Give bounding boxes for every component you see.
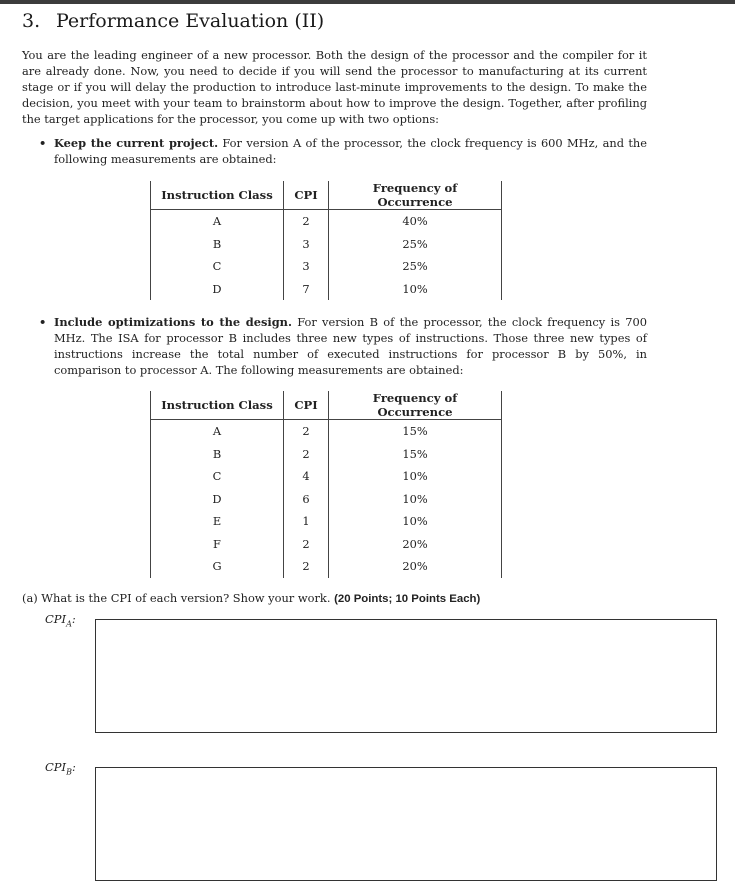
table-row <box>151 443 502 466</box>
cell-frequency: 10% <box>329 465 502 488</box>
option-b-bullet <box>39 314 647 378</box>
header-cpi: CPI <box>284 181 329 210</box>
cell-class: G <box>151 555 284 578</box>
cpi-a-label: $CPI_A$: <box>45 612 76 629</box>
cell-frequency: 25% <box>329 255 502 278</box>
option-a-bullet <box>39 135 647 167</box>
cell-frequency: 20% <box>329 533 502 556</box>
cell-class: D <box>151 278 284 301</box>
cpi-b-label: $CPI_B$: <box>45 760 76 777</box>
cell-class: B <box>151 233 284 256</box>
table-version-b <box>150 391 502 578</box>
cell-cpi: 2 <box>284 210 329 233</box>
option-a-body: For version A of the processor, the clock frequency is 600 MHz, and the following measurements are obtained: <box>54 136 647 166</box>
option-b-text <box>54 314 647 378</box>
header-cpi: CPI <box>284 391 329 420</box>
cpi-a-label-text: CPI <box>45 612 67 626</box>
cell-cpi: 2 <box>284 443 329 466</box>
header-frequency: Frequency of Occurrence <box>329 181 502 210</box>
cpi-b-label-text: CPI <box>45 760 67 774</box>
table-row <box>151 278 502 301</box>
cell-cpi: 3 <box>284 233 329 256</box>
option-a-lead: Keep the current project. <box>54 136 219 150</box>
table-header-row <box>151 181 502 210</box>
cell-class: A <box>151 210 284 233</box>
cell-class: B <box>151 443 284 466</box>
table-row <box>151 488 502 511</box>
section-heading <box>22 10 324 32</box>
cell-frequency: 15% <box>329 443 502 466</box>
cell-frequency: 20% <box>329 555 502 578</box>
header-instruction-class: Instruction Class <box>151 181 284 210</box>
option-b-lead: Include optimizations to the design. <box>54 315 292 329</box>
table-row <box>151 233 502 256</box>
cell-frequency: 10% <box>329 278 502 301</box>
cell-frequency: 15% <box>329 420 502 443</box>
header-frequency: Frequency of Occurrence <box>329 391 502 420</box>
cell-frequency: 10% <box>329 510 502 533</box>
cell-class: C <box>151 255 284 278</box>
cpi-a-answer-box[interactable] <box>95 619 717 733</box>
cell-class: A <box>151 420 284 443</box>
bullet-dot: • <box>39 136 47 150</box>
top-rule <box>0 0 735 4</box>
question-a-text: (a) What is the CPI of each version? Show your work. <box>22 591 335 605</box>
cell-cpi: 2 <box>284 420 329 443</box>
cell-cpi: 4 <box>284 465 329 488</box>
table-header-row <box>151 391 502 420</box>
cell-frequency: 40% <box>329 210 502 233</box>
table-row <box>151 533 502 556</box>
table-version-a <box>150 181 502 300</box>
table-row <box>151 555 502 578</box>
question-a-points: (20 Points; 10 Points Each) <box>334 593 481 605</box>
header-instruction-class: Instruction Class <box>151 391 284 420</box>
cpi-b-label-sub: B <box>66 767 72 777</box>
intro-paragraph: You are the leading engineer of a new processor. Both the design of the processor and the compiler for it are already done. Now, you need to decide if you will send the processor to manufacturing at its current stage or if you will delay the production to introduce last-minute improvements to the design. To make the decision, you meet with your team to brainstorm about how to improve the design. Together, after profiling the target applications for the processor, you come up with two options: <box>22 48 647 126</box>
cell-class: C <box>151 465 284 488</box>
cell-frequency: 25% <box>329 233 502 256</box>
cell-class: E <box>151 510 284 533</box>
option-b-body: For version B of the processor, the clock frequency is 700 MHz. The ISA for processor B includes three new types of instructions. Those three new types of instructions increase the total number of executed instructions for processor B by 50%, in comparison to processor A. The following measurements are obtained: <box>54 315 647 377</box>
cell-cpi: 7 <box>284 278 329 301</box>
table-row <box>151 255 502 278</box>
section-title: Performance Evaluation (II) <box>56 10 325 32</box>
cpi-a-label-sub: A <box>66 619 72 629</box>
cell-cpi: 6 <box>284 488 329 511</box>
bullet-dot: • <box>39 315 47 329</box>
cell-cpi: 3 <box>284 255 329 278</box>
table-row <box>151 510 502 533</box>
option-a-text <box>54 135 647 167</box>
table-row <box>151 465 502 488</box>
question-a <box>22 591 480 605</box>
table-row <box>151 420 502 443</box>
table-row <box>151 210 502 233</box>
cell-cpi: 2 <box>284 555 329 578</box>
section-number: 3. <box>22 10 41 32</box>
cell-frequency: 10% <box>329 488 502 511</box>
cell-class: F <box>151 533 284 556</box>
cell-cpi: 1 <box>284 510 329 533</box>
cell-cpi: 2 <box>284 533 329 556</box>
cpi-b-answer-box[interactable] <box>95 767 717 881</box>
cell-class: D <box>151 488 284 511</box>
